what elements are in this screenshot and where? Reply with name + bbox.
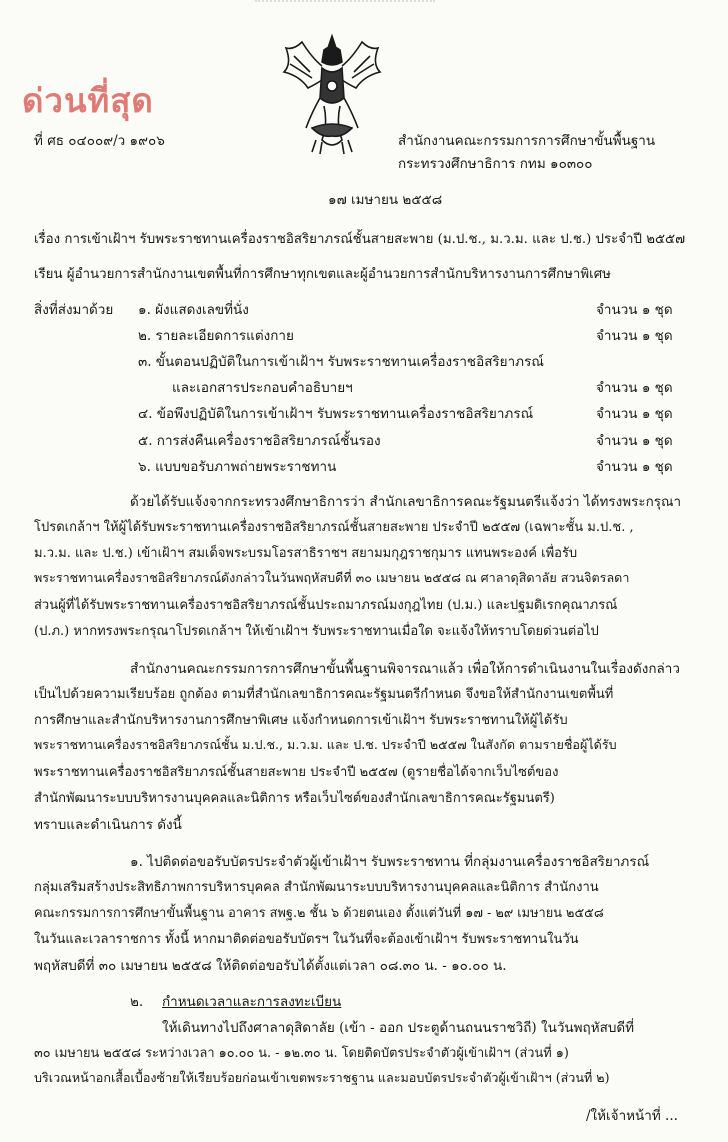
paragraph-line: (ป.ภ.) หากทรงพระกรุณาโปรดเกล้าฯ ให้เข้าเฝ้าฯ รับพระราชทานเมื่อใด จะแจ้งให้ทราบโดยด่วนต่อไป (34, 624, 599, 639)
item-line: ให้เดินทางไปถึงศาลาดุสิดาลัย (เข้า - ออก ประตูด้านถนนราชวิถี) ในวันพฤหัสบดีที่ (162, 1020, 635, 1036)
attachment-qty: จำนวน ๑ ชุด (596, 380, 673, 396)
attachment-item: ๒. รายละเอียดการแต่งกาย (138, 328, 294, 344)
attachment-item: ๓. ขั้นตอนปฏิบัติในการเข้าเฝ้าฯ รับพระราชทานเครื่องราชอิสริยาภรณ์ (138, 354, 544, 370)
attachment-item-continued: และเอกสารประกอบคำอธิบายฯ (172, 380, 353, 396)
paragraph-line: เป็นไปด้วยความเรียบร้อย ถูกต้อง ตามที่สำนักเลขาธิการคณะรัฐมนตรีกำหนด จึงขอให้สำนักงานเขตพื้นที่ (34, 687, 614, 702)
attachment-qty: จำนวน ๑ ชุด (596, 459, 673, 475)
item-line: กลุ่มเสริมสร้างประสิทธิภาพการบริหารบุคคล สำนักพัฒนาระบบบริหารงานบุคคลและนิติการ สำนักงาน (34, 880, 599, 895)
paragraph-line: ทราบและดำเนินการ ดังนี้ (34, 817, 182, 833)
item-line: บริเวณหน้าอกเสื้อเบื้องซ้ายให้เรียบร้อยก่อนเข้าเขตพระราชฐาน และมอบบัตรประจำตัวผู้เข้าเฝ้าฯ (ส่วนที่ ๒) (34, 1070, 610, 1085)
subject-line: เรื่อง การเข้าเฝ้าฯ รับพระราชทานเครื่องราชอิสริยาภรณ์ชั้นสายสะพาย (ม.ป.ช., ม.ว.ม. และ ป.ช.) ประจำปี ๒๕๕๗ (34, 232, 686, 247)
paragraph-line: สำนักพัฒนาระบบบริหารงานบุคคลและนิติการ หรือเว็บไซต์ของสำนักเลขาธิการคณะรัฐมนตรี) (34, 791, 555, 806)
paragraph-line: การศึกษาและสำนักบริหารงานการศึกษาพิเศษ แจ้งกำหนดการเข้าเฝ้าฯ รับพระราชทานให้ผู้ได้รับ (34, 713, 568, 728)
attachment-item: ๔. ข้อพึงปฏิบัติในการเข้าเฝ้าฯ รับพระราชทานเครื่องราชอิสริยาภรณ์ (138, 406, 534, 422)
paragraph-line: พระราชทานเครื่องราชอิสริยาภรณ์ดังกล่าวในวันพฤหัสบดีที่ ๓๐ เมษายน ๒๕๕๘ ณ ศาลาดุสิดาลัย สวนจิตรลดา (34, 570, 630, 585)
paragraph-line: ส่วนผู้ที่ได้รับพระราชทานเครื่องราชอิสริยาภรณ์ชั้นประถมาภรณ์มงกุฎไทย (ป.ม.) และปฐมดิเรกคุณาภรณ์ (34, 598, 618, 613)
item-number: ๒. (130, 994, 144, 1010)
faint-scan-mark (255, 0, 435, 12)
paragraph-line: สำนักงานคณะกรรมการการศึกษาขั้นพื้นฐานพิจารณาแล้ว เพื่อให้การดำเนินงานในเรื่องดังกล่าว (130, 661, 680, 677)
attachments-lead: สิ่งที่ส่งมาด้วย (34, 302, 114, 318)
page-continuation: /ให้เจ้าหน้าที่ ... (586, 1108, 678, 1124)
addressee-line: เรียน ผู้อำนวยการสำนักงานเขตพื้นที่การศึกษาทุกเขตและผู้อำนวยการสำนักบริหารงานการศึกษาพิเศษ (34, 267, 611, 282)
item-line: คณะกรรมการการศึกษาขั้นพื้นฐาน อาคาร สพฐ.๒ ชั้น ๖ ด้วยตนเอง ตั้งแต่วันที่ ๑๗ - ๒๙ เมษายน ๒๕๕๘ (34, 906, 604, 921)
item-line: พฤหัสบดีที่ ๓๐ เมษายน ๒๕๕๘ ให้ติดต่อขอรับได้ตั้งแต่เวลา ๐๘.๓๐ น. - ๑๐.๐๐ น. (34, 958, 507, 974)
garuda-emblem (272, 28, 392, 158)
attachment-qty: จำนวน ๑ ชุด (596, 433, 673, 449)
attachment-item: ๖. แบบขอรับภาพถ่ายพระราชทาน (138, 459, 337, 475)
attachment-qty: จำนวน ๑ ชุด (596, 328, 673, 344)
paragraph-line: ด้วยได้รับแจ้งจากกระทรวงศึกษาธิการว่า สำนักเลขาธิการคณะรัฐมนตรีแจ้งว่า ได้ทรงพระกรุณา (130, 494, 682, 510)
attachment-qty: จำนวน ๑ ชุด (596, 406, 673, 422)
paragraph-line: พระราชทานเครื่องราชอิสริยาภรณ์ชั้น ม.ป.ช., ม.ว.ม. และ ป.ช. ประจำปี ๒๕๕๗ ในสังกัด ตามรายชื่อผู้ได้รับ (34, 737, 617, 752)
paragraph-line: พระราชทานเครื่องราชอิสริยาภรณ์ชั้นสายสะพาย ประจำปี ๒๕๕๗ (ดูรายชื่อได้จากเว็บไซต์ของ (34, 765, 559, 780)
item-line: ในวันและเวลาราชการ ทั้งนี้ หากมาติดต่อขอรับบัตรฯ ในวันที่จะต้องเข้าเฝ้าฯ รับพระราชทานในวัน (34, 932, 579, 947)
issuer-name: สำนักงานคณะกรรมการการศึกษาขั้นพื้นฐาน (398, 133, 656, 149)
issuer-address: กระทรวงศึกษาธิการ กทม ๑๐๓๐๐ (398, 156, 593, 172)
attachment-qty: จำนวน ๑ ชุด (596, 302, 673, 318)
item-line: ๓๐ เมษายน ๒๕๕๘ ระหว่างเวลา ๑๐.๐๐ น. - ๑๒.๓๐ น. โดยติดบัตรประจำตัวผู้เข้าเฝ้าฯ (ส่วนที่ ๑) (34, 1046, 569, 1061)
document-date: ๑๗ เมษายน ๒๕๕๘ (328, 192, 443, 208)
urgency-stamp: ด่วนที่สุด (22, 81, 154, 120)
document-number: ที่ ศธ ๐๔๐๐๙/ว ๑๙๐๖ (34, 133, 165, 149)
item-line: ๑. ไปติดต่อขอรับบัตรประจำตัวผู้เข้าเฝ้าฯ รับพระราชทาน ที่กลุ่มงานเครื่องราชอิสริยาภรณ์ (130, 854, 650, 870)
attachment-item: ๕. การส่งคืนเครื่องราชอิสริยาภรณ์ชั้นรอง (138, 433, 381, 449)
paragraph-line: โปรดเกล้าฯ ให้ผู้ได้รับพระราชทานเครื่องราชอิสริยาภรณ์ชั้นสายสะพาย ประจำปี ๒๕๕๗ (เฉพาะชั้น ม.ป.ช. , (34, 520, 634, 535)
item-heading: กำหนดเวลาและการลงทะเบียน (162, 994, 342, 1010)
paragraph-line: ม.ว.ม. และ ป.ช.) เข้าเฝ้าฯ สมเด็จพระบรมโอรสาธิราชฯ สยามมกุฎราชกุมาร แทนพระองค์ เพื่อรับ (34, 546, 578, 561)
attachment-item: ๑. ผังแสดงเลขที่นั่ง (138, 302, 249, 318)
